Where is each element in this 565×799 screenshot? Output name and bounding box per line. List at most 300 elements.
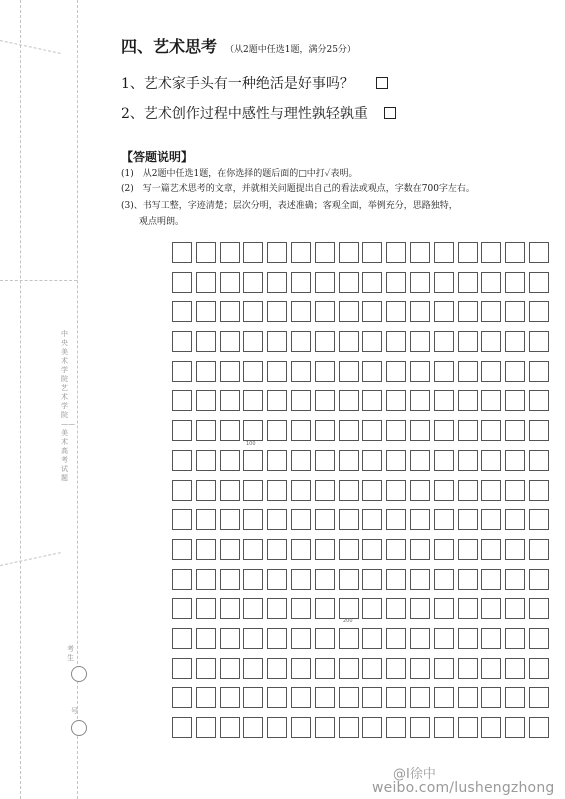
grid-cell[interactable] (505, 331, 525, 352)
grid-cell[interactable] (386, 539, 406, 560)
grid-cell[interactable] (386, 242, 406, 263)
grid-cell[interactable] (243, 687, 263, 708)
instruction-item-3: (3)、书写工整，字迹清楚；层次分明，表述准确；客观全面，举例充分，思路独特， (121, 201, 458, 211)
grid-cell[interactable] (386, 569, 406, 590)
grid-cell[interactable] (267, 331, 287, 352)
grid-cell[interactable] (291, 717, 311, 738)
grid-cell[interactable] (172, 331, 192, 352)
grid-counter-100: 100 (246, 441, 256, 447)
grid-cell[interactable] (386, 687, 406, 708)
grid-cell[interactable] (339, 272, 359, 293)
grid-cell[interactable] (481, 361, 501, 382)
grid-cell[interactable] (315, 569, 335, 590)
grid-cell[interactable] (220, 390, 240, 411)
grid-cell[interactable] (458, 301, 478, 322)
grid-cell[interactable] (172, 598, 192, 619)
grid-cell[interactable] (410, 301, 430, 322)
grid-cell[interactable] (267, 242, 287, 263)
grid-cell[interactable] (196, 509, 216, 530)
grid-cell[interactable] (243, 390, 263, 411)
grid-cell[interactable] (315, 480, 335, 501)
grid-cell[interactable] (505, 509, 525, 530)
grid-cell[interactable] (220, 628, 240, 649)
grid-cell[interactable] (291, 509, 311, 530)
grid-cell[interactable] (243, 717, 263, 738)
grid-cell[interactable] (267, 687, 287, 708)
grid-cell[interactable] (529, 658, 549, 679)
grid-cell[interactable] (529, 361, 549, 382)
grid-cell[interactable] (529, 598, 549, 619)
grid-cell[interactable] (243, 272, 263, 293)
grid-cell[interactable] (196, 687, 216, 708)
grid-cell[interactable] (410, 272, 430, 293)
question-1-checkbox[interactable] (376, 77, 388, 89)
grid-cell[interactable] (529, 628, 549, 649)
grid-cell[interactable] (243, 420, 263, 441)
grid-cell[interactable] (196, 390, 216, 411)
grid-cell[interactable] (434, 301, 454, 322)
grid-cell[interactable] (267, 480, 287, 501)
grid-cell[interactable] (434, 242, 454, 263)
grid-cell[interactable] (220, 658, 240, 679)
grid-cell[interactable] (220, 272, 240, 293)
grid-cell[interactable] (529, 390, 549, 411)
grid-cell[interactable] (267, 272, 287, 293)
grid-cell[interactable] (481, 539, 501, 560)
grid-cell[interactable] (243, 509, 263, 530)
grid-cell[interactable] (267, 509, 287, 530)
grid-cell[interactable] (386, 420, 406, 441)
question-1-text: 1、艺术家手头有一种绝活是好事吗？ (121, 76, 354, 92)
grid-cell[interactable] (196, 480, 216, 501)
grid-cell[interactable] (315, 539, 335, 560)
grid-cell[interactable] (315, 361, 335, 382)
grid-cell[interactable] (458, 658, 478, 679)
grid-cell[interactable] (458, 272, 478, 293)
grid-cell[interactable] (481, 390, 501, 411)
grid-cell[interactable] (220, 331, 240, 352)
grid-cell[interactable] (434, 539, 454, 560)
grid-cell[interactable] (196, 628, 216, 649)
grid-cell[interactable] (386, 390, 406, 411)
grid-cell[interactable] (196, 598, 216, 619)
grid-cell[interactable] (339, 361, 359, 382)
grid-cell[interactable] (243, 539, 263, 560)
grid-cell[interactable] (220, 420, 240, 441)
instructions-title: 【答题说明】 (121, 150, 194, 164)
grid-cell[interactable] (172, 539, 192, 560)
grid-cell[interactable] (339, 717, 359, 738)
grid-cell[interactable] (267, 598, 287, 619)
grid-cell[interactable] (434, 658, 454, 679)
grid-cell[interactable] (481, 628, 501, 649)
grid-cell[interactable] (386, 331, 406, 352)
watermark-url: weibo.com/lushengzhong (372, 780, 555, 796)
grid-cell[interactable] (315, 272, 335, 293)
grid-cell[interactable] (529, 509, 549, 530)
grid-cell[interactable] (362, 598, 382, 619)
grid-cell[interactable] (291, 628, 311, 649)
grid-cell[interactable] (267, 628, 287, 649)
instruction-item-4: 观点明朗。 (121, 217, 185, 227)
grid-cell[interactable] (458, 717, 478, 738)
grid-cell[interactable] (267, 420, 287, 441)
grid-cell[interactable] (386, 450, 406, 471)
grid-cell[interactable] (386, 658, 406, 679)
writing-grid[interactable] (172, 242, 549, 738)
grid-cell[interactable] (505, 301, 525, 322)
grid-cell[interactable] (196, 717, 216, 738)
binding-margin-text: 中央美术学院艺术学院——美术高考试题 (61, 330, 75, 482)
grid-cell[interactable] (410, 390, 430, 411)
grid-cell[interactable] (339, 628, 359, 649)
grid-cell[interactable] (172, 301, 192, 322)
binding-hole-bottom (71, 720, 87, 736)
grid-cell[interactable] (362, 272, 382, 293)
grid-cell[interactable] (434, 569, 454, 590)
grid-cell[interactable] (434, 598, 454, 619)
question-2-checkbox[interactable] (384, 107, 396, 119)
grid-cell[interactable] (291, 420, 311, 441)
grid-cell[interactable] (362, 658, 382, 679)
grid-cell[interactable] (220, 598, 240, 619)
grid-cell[interactable] (220, 242, 240, 263)
grid-cell[interactable] (410, 509, 430, 530)
grid-cell[interactable] (434, 509, 454, 530)
grid-cell[interactable] (386, 480, 406, 501)
grid-cell[interactable] (243, 301, 263, 322)
grid-cell[interactable] (196, 242, 216, 263)
grid-cell[interactable] (410, 420, 430, 441)
grid-cell[interactable] (196, 331, 216, 352)
grid-cell[interactable] (172, 509, 192, 530)
binding-label-bottom: 号 (71, 707, 78, 715)
grid-cell[interactable] (291, 361, 311, 382)
binding-dash-diagonal-bottom (0, 552, 61, 566)
grid-cell[interactable] (529, 569, 549, 590)
grid-cell[interactable] (529, 480, 549, 501)
grid-cell[interactable] (315, 301, 335, 322)
grid-cell[interactable] (410, 658, 430, 679)
grid-cell[interactable] (172, 242, 192, 263)
grid-cell[interactable] (243, 480, 263, 501)
grid-cell[interactable] (196, 272, 216, 293)
grid-cell[interactable] (220, 687, 240, 708)
grid-cell[interactable] (220, 450, 240, 471)
grid-counter-200: 200 (343, 618, 353, 624)
grid-cell[interactable] (386, 598, 406, 619)
grid-cell[interactable] (243, 658, 263, 679)
grid-cell[interactable] (481, 480, 501, 501)
grid-cell[interactable] (434, 687, 454, 708)
grid-cell[interactable] (243, 569, 263, 590)
grid-cell[interactable] (505, 390, 525, 411)
grid-cell[interactable] (315, 509, 335, 530)
grid-cell[interactable] (481, 658, 501, 679)
grid-cell[interactable] (315, 598, 335, 619)
grid-cell[interactable] (172, 361, 192, 382)
grid-cell[interactable] (339, 539, 359, 560)
grid-cell[interactable] (458, 628, 478, 649)
grid-cell[interactable] (481, 450, 501, 471)
grid-cell[interactable] (529, 420, 549, 441)
grid-cell[interactable] (505, 687, 525, 708)
grid-cell[interactable] (434, 331, 454, 352)
grid-cell[interactable] (220, 717, 240, 738)
grid-cell[interactable] (434, 361, 454, 382)
grid-cell[interactable] (481, 569, 501, 590)
grid-cell[interactable] (410, 242, 430, 263)
grid-cell[interactable] (315, 628, 335, 649)
grid-cell[interactable] (481, 242, 501, 263)
grid-cell[interactable] (434, 628, 454, 649)
grid-cell[interactable] (529, 450, 549, 471)
grid-cell[interactable] (291, 390, 311, 411)
grid-cell[interactable] (481, 717, 501, 738)
grid-cell[interactable] (529, 272, 549, 293)
grid-cell[interactable] (291, 331, 311, 352)
grid-cell[interactable] (339, 390, 359, 411)
grid-cell[interactable] (339, 658, 359, 679)
grid-cell[interactable] (481, 598, 501, 619)
grid-cell[interactable] (267, 390, 287, 411)
grid-cell[interactable] (362, 301, 382, 322)
grid-cell[interactable] (458, 480, 478, 501)
grid-cell[interactable] (481, 272, 501, 293)
grid-cell[interactable] (362, 361, 382, 382)
grid-cell[interactable] (386, 361, 406, 382)
grid-cell[interactable] (291, 272, 311, 293)
grid-cell[interactable] (362, 242, 382, 263)
grid-cell[interactable] (172, 390, 192, 411)
question-2 (121, 103, 396, 123)
section-heading (121, 34, 356, 57)
grid-cell[interactable] (172, 569, 192, 590)
grid-cell[interactable] (196, 420, 216, 441)
grid-cell[interactable] (410, 717, 430, 738)
grid-cell[interactable] (505, 628, 525, 649)
grid-cell[interactable] (505, 480, 525, 501)
grid-cell[interactable] (481, 509, 501, 530)
grid-cell[interactable] (529, 331, 549, 352)
grid-cell[interactable] (315, 420, 335, 441)
grid-cell[interactable] (220, 301, 240, 322)
grid-cell[interactable] (243, 361, 263, 382)
grid-cell[interactable] (529, 539, 549, 560)
grid-cell[interactable] (220, 569, 240, 590)
question-2-text: 2、艺术创作过程中感性与理性孰轻孰重 (121, 106, 368, 122)
instruction-item-1: (1) 从2题中任选1题，在你选择的题后面的□中打✓表明。 (121, 169, 358, 179)
grid-cell[interactable] (362, 539, 382, 560)
grid-cell[interactable] (386, 509, 406, 530)
section-note: （从2题中任选1题，满分25分） (225, 45, 356, 55)
instruction-item-2: (2) 写一篇艺术思考的文章，并就相关问题提出自己的看法或观点，字数在700字左右。 (121, 184, 475, 194)
grid-cell[interactable] (267, 301, 287, 322)
grid-cell[interactable] (339, 480, 359, 501)
grid-cell[interactable] (362, 509, 382, 530)
grid-cell[interactable] (505, 361, 525, 382)
grid-cell[interactable] (458, 509, 478, 530)
grid-cell[interactable] (267, 361, 287, 382)
grid-cell[interactable] (172, 687, 192, 708)
grid-cell[interactable] (267, 569, 287, 590)
grid-cell[interactable] (196, 658, 216, 679)
grid-cell[interactable] (481, 331, 501, 352)
grid-cell[interactable] (196, 450, 216, 471)
grid-cell[interactable] (386, 717, 406, 738)
grid-cell[interactable] (505, 569, 525, 590)
grid-cell[interactable] (291, 687, 311, 708)
grid-cell[interactable] (410, 361, 430, 382)
grid-cell[interactable] (339, 242, 359, 263)
grid-cell[interactable] (291, 450, 311, 471)
grid-cell[interactable] (434, 390, 454, 411)
grid-cell[interactable] (267, 717, 287, 738)
grid-cell[interactable] (434, 480, 454, 501)
grid-cell[interactable] (339, 450, 359, 471)
grid-cell[interactable] (529, 301, 549, 322)
grid-cell[interactable] (172, 658, 192, 679)
grid-cell[interactable] (410, 331, 430, 352)
binding-hole-top (71, 666, 87, 682)
binding-dash-diagonal-top (0, 40, 61, 54)
grid-cell[interactable] (315, 331, 335, 352)
grid-cell[interactable] (362, 450, 382, 471)
grid-cell[interactable] (529, 717, 549, 738)
grid-cell[interactable] (410, 598, 430, 619)
grid-cell[interactable] (386, 301, 406, 322)
grid-cell[interactable] (481, 420, 501, 441)
grid-cell[interactable] (267, 450, 287, 471)
grid-cell[interactable] (410, 450, 430, 471)
grid-cell[interactable] (481, 687, 501, 708)
grid-cell[interactable] (458, 420, 478, 441)
grid-cell[interactable] (315, 242, 335, 263)
grid-cell[interactable] (220, 539, 240, 560)
grid-cell[interactable] (315, 717, 335, 738)
grid-cell[interactable] (458, 390, 478, 411)
grid-cell[interactable] (362, 331, 382, 352)
grid-cell[interactable] (410, 687, 430, 708)
grid-cell[interactable] (362, 420, 382, 441)
grid-cell[interactable] (339, 301, 359, 322)
grid-cell[interactable] (315, 658, 335, 679)
grid-cell[interactable] (315, 450, 335, 471)
grid-cell[interactable] (243, 598, 263, 619)
grid-cell[interactable] (458, 361, 478, 382)
grid-cell[interactable] (410, 569, 430, 590)
grid-cell[interactable] (505, 717, 525, 738)
grid-cell[interactable] (505, 420, 525, 441)
grid-cell[interactable] (243, 242, 263, 263)
grid-cell[interactable] (434, 420, 454, 441)
grid-cell[interactable] (434, 717, 454, 738)
grid-cell[interactable] (172, 450, 192, 471)
grid-cell[interactable] (220, 509, 240, 530)
question-1 (121, 73, 388, 93)
grid-cell[interactable] (529, 242, 549, 263)
grid-cell[interactable] (243, 450, 263, 471)
grid-cell[interactable] (339, 687, 359, 708)
grid-cell[interactable] (505, 242, 525, 263)
grid-cell[interactable] (529, 687, 549, 708)
grid-cell[interactable] (362, 687, 382, 708)
grid-cell[interactable] (505, 658, 525, 679)
grid-cell[interactable] (172, 480, 192, 501)
grid-cell[interactable] (458, 242, 478, 263)
grid-cell[interactable] (220, 480, 240, 501)
grid-cell[interactable] (291, 569, 311, 590)
grid-cell[interactable] (362, 628, 382, 649)
grid-cell[interactable] (505, 450, 525, 471)
grid-cell[interactable] (505, 598, 525, 619)
section-title: 四、艺术思考 (121, 37, 218, 56)
grid-cell[interactable] (172, 272, 192, 293)
grid-cell[interactable] (339, 509, 359, 530)
grid-cell[interactable] (291, 539, 311, 560)
grid-cell[interactable] (220, 361, 240, 382)
grid-cell[interactable] (339, 569, 359, 590)
grid-cell[interactable] (458, 569, 478, 590)
grid-cell[interactable] (362, 480, 382, 501)
grid-cell[interactable] (458, 331, 478, 352)
grid-cell[interactable] (291, 242, 311, 263)
grid-cell[interactable] (481, 301, 501, 322)
grid-cell[interactable] (458, 450, 478, 471)
grid-cell[interactable] (362, 569, 382, 590)
grid-cell[interactable] (267, 539, 287, 560)
grid-cell[interactable] (410, 628, 430, 649)
grid-cell[interactable] (291, 658, 311, 679)
grid-cell[interactable] (505, 272, 525, 293)
binding-label-top: 考生 (67, 645, 74, 662)
grid-cell[interactable] (291, 301, 311, 322)
watermark-user: @Ⅰ徐中 (393, 767, 436, 782)
grid-cell[interactable] (339, 598, 359, 619)
grid-cell[interactable] (434, 272, 454, 293)
grid-cell[interactable] (434, 450, 454, 471)
grid-cell[interactable] (362, 390, 382, 411)
grid-cell[interactable] (315, 687, 335, 708)
grid-cell[interactable] (172, 628, 192, 649)
grid-cell[interactable] (339, 331, 359, 352)
binding-dash-line-outer (20, 0, 21, 799)
grid-cell[interactable] (386, 628, 406, 649)
grid-cell[interactable] (458, 539, 478, 560)
grid-cell[interactable] (267, 658, 287, 679)
grid-cell[interactable] (196, 539, 216, 560)
grid-cell[interactable] (172, 420, 192, 441)
grid-cell[interactable] (505, 539, 525, 560)
grid-cell[interactable] (315, 390, 335, 411)
grid-cell[interactable] (172, 717, 192, 738)
grid-cell[interactable] (458, 687, 478, 708)
grid-cell[interactable] (362, 717, 382, 738)
grid-cell[interactable] (410, 480, 430, 501)
grid-cell[interactable] (410, 539, 430, 560)
grid-cell[interactable] (196, 301, 216, 322)
grid-cell[interactable] (458, 598, 478, 619)
grid-cell[interactable] (339, 420, 359, 441)
grid-cell[interactable] (291, 480, 311, 501)
grid-cell[interactable] (386, 272, 406, 293)
binding-dash-cross (0, 280, 77, 281)
grid-cell[interactable] (243, 331, 263, 352)
grid-cell[interactable] (243, 628, 263, 649)
grid-cell[interactable] (291, 598, 311, 619)
grid-cell[interactable] (196, 361, 216, 382)
grid-cell[interactable] (196, 569, 216, 590)
